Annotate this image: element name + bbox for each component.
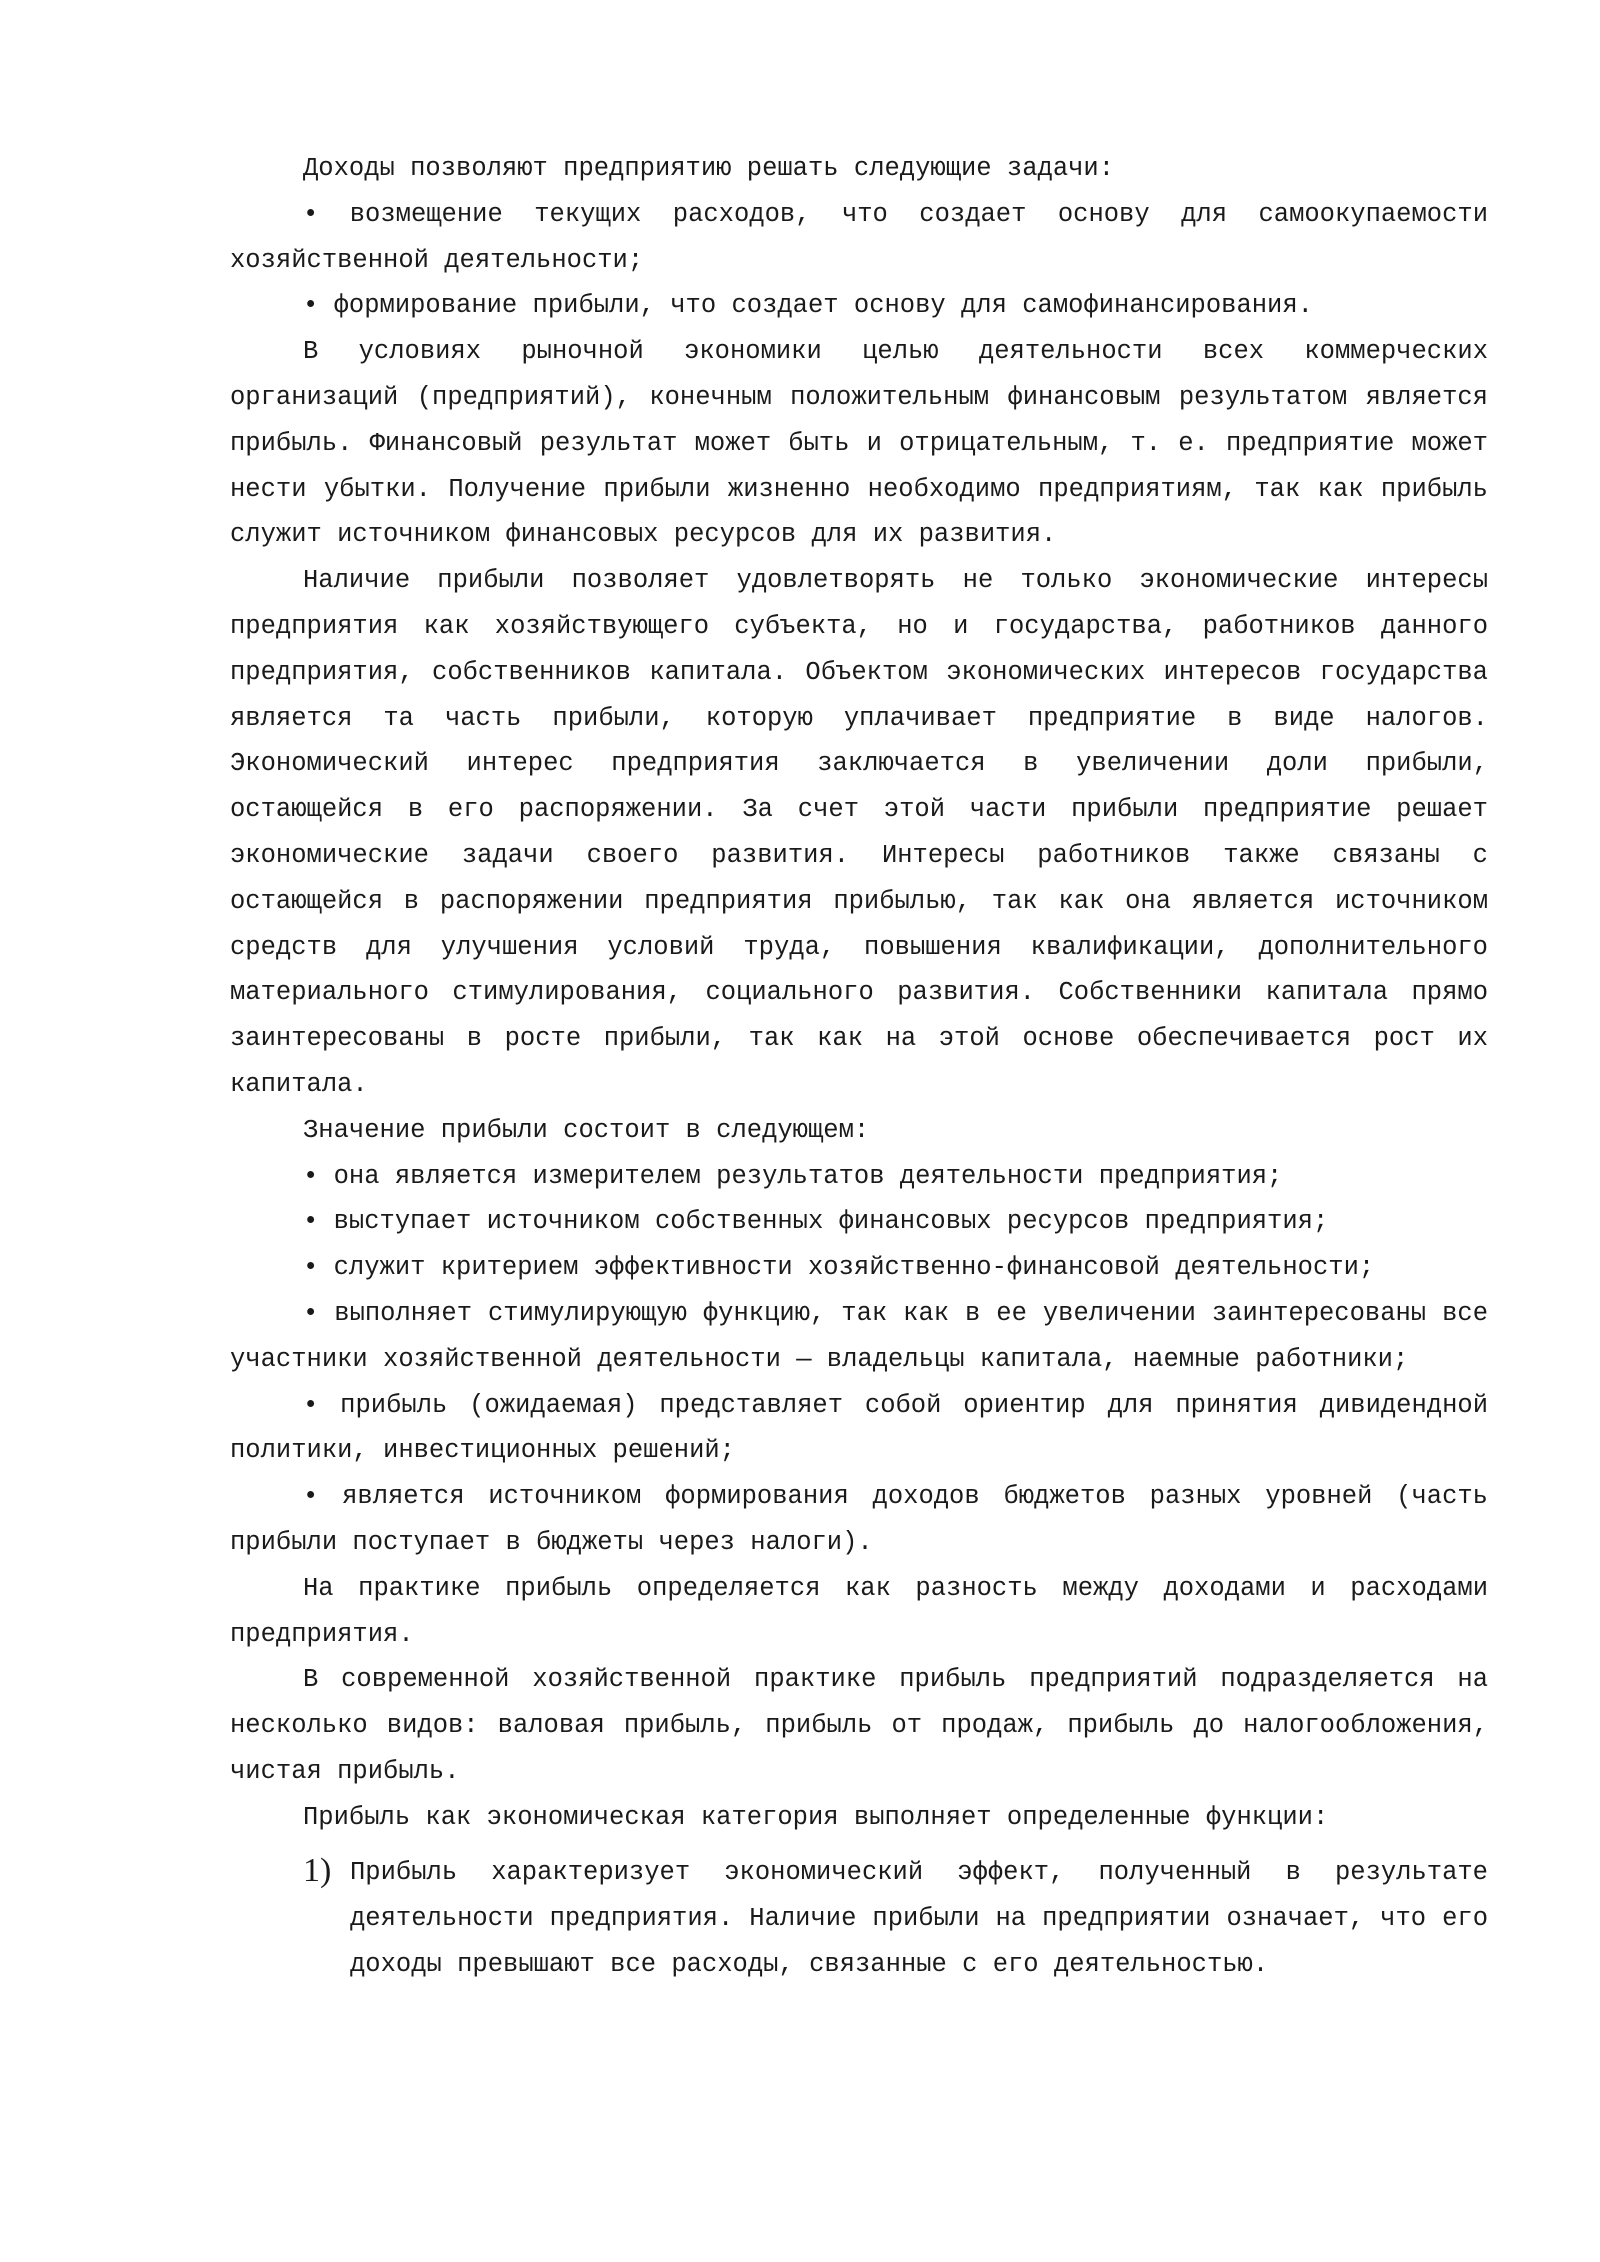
paragraph-profit-definition: На практике прибыль определяется как разность между доходами и расходами предприятия. [230, 1573, 1488, 1649]
bullet-measure-of-results: • она является измерителем результатов деятельности предприятия; [303, 1161, 1283, 1191]
paragraph-market-economy: В условиях рыночной экономики целью деятельности всех коммерческих организаций (предприятий), конечным положительным финансовым результатом является прибыль. Финансовый результат может быть и отрицательным, т. е. предприятие может нести убытки. Получение прибыли жизненно необходимо предприятиям, так как прибыль служит источником финансовых ресурсов для их развития. [230, 337, 1488, 550]
paragraph-income-tasks-intro: Доходы позволяют предприятию решать следующие задачи: [303, 154, 1115, 183]
bullet-source-of-resources: • выступает источником собственных финансовых ресурсов предприятия; [303, 1207, 1329, 1237]
paragraph-profit-meaning-intro: Значение прибыли состоит в следующем: [303, 1115, 870, 1145]
numbered-list-item [230, 1850, 1488, 1987]
paragraph-profit-functions-intro: Прибыль как экономическая категория выполняет определенные функции: [303, 1802, 1329, 1832]
bullet-budget-source: • является источником формирования доходов бюджетов разных уровней (часть прибыли поступает в бюджеты через налоги). [230, 1482, 1488, 1557]
paragraph-profit-interests: Наличие прибыли позволяет удовлетворять не только экономические интересы предприятия как хозяйствующего субъекта, но и государства, работников данного предприятия, собственников капитала. Объектом экономических интересов государства является та часть прибыли, которую уплачивает предприятие в виде налогов. Экономический интерес предприятия заключается в увеличении доли прибыли, остающейся в его распоряжении. За счет этой части прибыли предприятие решает экономические задачи своего развития. Интересы работников также связаны с остающейся в распоряжении предприятия прибылью, так как она является источником средств для улучшения условий труда, повышения квалификации, дополнительного материального стимулирования, социального развития. Собственники капитала прямо заинтересованы в росте прибыли, так как на этой основе обеспечивается рост их капитала. [230, 566, 1488, 1099]
bullet-cost-recovery: • возмещение текущих расходов, что создает основу для самоокупаемости хозяйственной деятельности; [230, 199, 1488, 275]
bullet-stimulating-function: • выполняет стимулирующую функцию, так как в ее увеличении заинтересованы все участники хозяйственной деятельности — владельцы капитала, наемные работники; [230, 1298, 1488, 1374]
list-item-number: 1) [303, 1852, 332, 1890]
bullet-profit-formation: • формирование прибыли, что создает основу для самофинансирования. [303, 291, 1313, 321]
paragraph-profit-types: В современной хозяйственной практике прибыль предприятий подразделяется на несколько видов: валовая прибыль, прибыль от продаж, прибыль до налогообложения, чистая прибыль. [230, 1665, 1488, 1786]
list-item-text: Прибыль характеризует экономический эффект, полученный в результате деятельности предприятия. Наличие прибыли на предприятии означает, что его доходы превышают все расходы, связанные с его деятельностью. [350, 1858, 1488, 1980]
document-page [230, 146, 1488, 1988]
bullet-dividend-policy: • прибыль (ожидаемая) представляет собой ориентир для принятия дивидендной политики, инвестиционных решений; [230, 1390, 1488, 1466]
bullet-efficiency-criterion: • служит критерием эффективности хозяйственно-финансовой деятельности; [303, 1253, 1375, 1283]
